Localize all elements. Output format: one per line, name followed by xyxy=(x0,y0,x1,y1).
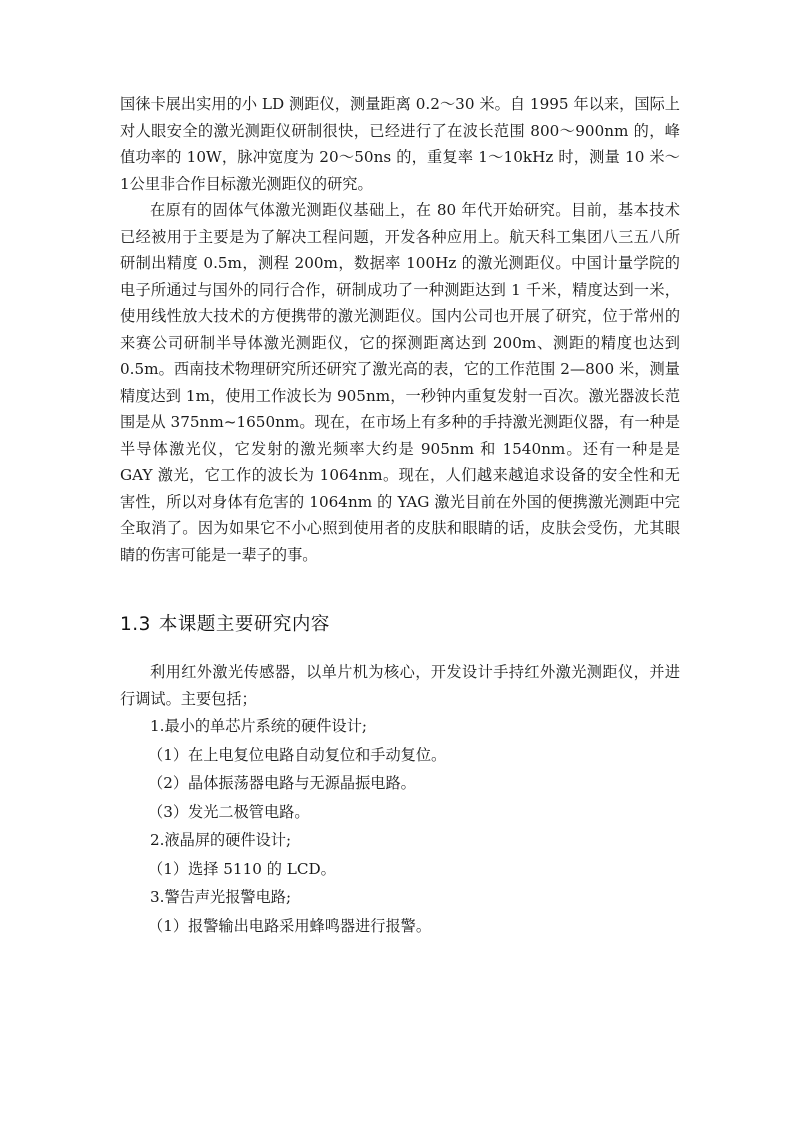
list-item: 2.液晶屏的硬件设计; xyxy=(150,831,292,849)
section-title: 本课题主要研究内容 xyxy=(158,614,330,635)
list-item: （3）发光二极管电路。 xyxy=(148,802,310,821)
section-intro-paragraph: 利用红外激光传感器，以单片机为核心，开发设计手持红外激光测距仪，并进行调试。主要包括； xyxy=(120,663,680,708)
research-content-list xyxy=(120,712,680,940)
list-item: 3.警告声光报警电路; xyxy=(150,888,292,906)
list-item: 1.最小的单芯片系统的硬件设计; xyxy=(150,717,368,735)
list-item: （2）晶体振荡器电路与无源晶振电路。 xyxy=(148,774,416,792)
list-item: （1）选择 5110 的 LCD。 xyxy=(148,859,336,878)
list-item: （1）在上电复位电路自动复位和手动复位。 xyxy=(148,745,447,764)
list-item: （1）报警输出电路采用蜂鸣器进行报警。 xyxy=(148,916,432,935)
page-content xyxy=(120,91,680,940)
section-heading xyxy=(120,611,680,639)
paragraph-foreign-development: 国徕卡展出实用的小 LD 测距仪，测量距离 0.2～30 米。自 1995 年以来，国际上对人眼安全的激光测距仪研制很快，已经进行了在波长范围 800～900nm 的，峰值功率的 10W，脉冲宽度为 20～50ns 的，重复率 1～10kHz 时，测量 10 米～1公里非合作目标激光测距仪的研究。 xyxy=(120,95,680,193)
paragraph-domestic-development: 在原有的固体气体激光测距仪基础上，在 80 年代开始研究。目前，基本技术已经被用于主要是为了解决工程问题，开发各种应用上。航天科工集团八三五八所研制出精度 0.5m，测程 200m，数据率 100Hz 的激光测距仪。中国计量学院的电子所通过与国外的同行合作，研制成功了一种测距达到 1 千米，精度达到一米，使用线性放大技术的方便携带的激光测距仪。国内公司也开展了研究，位于常州的来赛公司研制半导体激光测距仪，它的探测距离达到 200m、测距的精度也达到 0.5m。西南技术物理研究所还研究了激光高的表，它的工作范围 2—800 米，测量精度达到 1m，使用工作波长为 905nm，一秒钟内重复发射一百次。激光器波长范围是从 375nm~1650nm。现在，在市场上有多种的手持激光测距仪器，有一种是半导体激光仪，它发射的激光频率大约是 905nm 和 1540nm。还有一种是是 GAY 激光，它工作的波长为 1064nm。现在，人们越来越追求设备的安全性和无害性，所以对身体有危害的 1064nm 的 YAG 激光目前在外国的便携激光测距中完全取消了。因为如果它不小心照到使用者的皮肤和眼睛的话，皮肤会受伤，尤其眼睛的伤害可能是一辈子的事。 xyxy=(120,201,680,564)
section-number: 1.3 xyxy=(120,614,151,635)
